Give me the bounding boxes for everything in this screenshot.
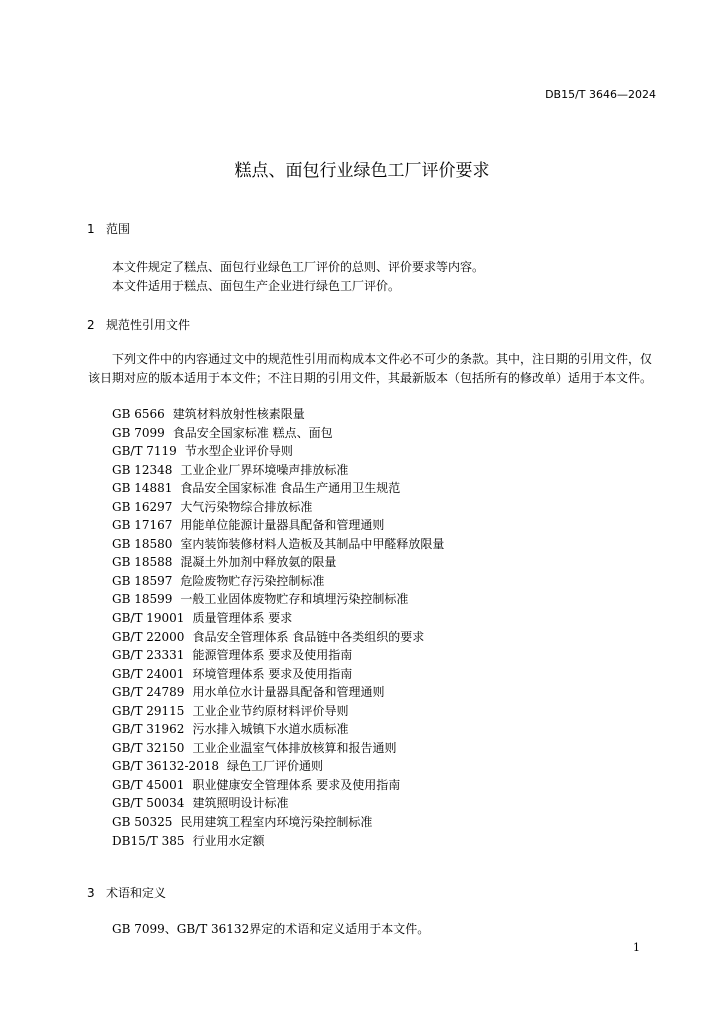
reference-title: 能源管理体系 要求及使用指南 [192,648,353,663]
reference-title: 建筑材料放射性核素限量 [172,407,305,421]
section-1-heading [87,220,130,237]
reference-code: GB 16297 [112,499,173,514]
document-title: 糕点、面包行业绿色工厂评价要求 [234,161,490,181]
reference-title: 污水排入城镇下水道水质标准 [192,722,349,737]
reference-item [112,461,444,480]
reference-item [112,757,444,776]
reference-item [112,702,444,721]
reference-item [112,646,444,665]
section-3-heading [87,884,166,901]
reference-item [112,665,444,684]
reference-code: GB 18580 [112,536,173,551]
reference-code: GB/T 24001 [112,666,185,681]
reference-code: GB/T 50034 [112,796,185,811]
reference-code: GB 6566 [112,407,165,421]
reference-code: GB/T 29115 [112,703,185,718]
reference-code: GB 17167 [112,518,173,533]
reference-code: GB/T 24789 [112,685,185,700]
reference-code: GB 14881 [112,481,173,496]
reference-title: 食品安全管理体系 食品链中各类组织的要求 [192,629,425,644]
reference-title: 室内装饰装修材料人造板及其制品中甲醛释放限量 [180,536,445,551]
reference-title: 行业用水定额 [192,833,265,848]
reference-title: 工业企业厂界环境噪声排放标准 [180,462,349,477]
reference-item [112,683,444,702]
reference-item [112,516,444,535]
reference-item [112,628,444,647]
reference-code: GB/T 31962 [112,722,185,737]
reference-item [112,794,444,813]
reference-title: 大气污染物综合排放标准 [180,499,313,514]
standard-code: DB15/T 3646—2024 [545,88,656,101]
reference-title: 危险废物贮存污染控制标准 [180,573,325,588]
reference-title: 食品安全国家标准 糕点、面包 [172,425,333,440]
reference-title: 职业健康安全管理体系 要求及使用指南 [192,777,401,792]
reference-code: GB/T 19001 [112,611,185,626]
reference-item [112,572,444,591]
reference-item [112,535,444,554]
reference-item [112,776,444,795]
reference-item [112,442,444,461]
section-title: 术语和定义 [106,886,167,900]
reference-title: 环境管理体系 要求及使用指南 [192,666,353,681]
reference-list [112,405,444,850]
reference-title: 工业企业温室气体排放核算和报告通则 [192,740,397,755]
reference-item [112,720,444,739]
reference-item [112,405,444,424]
reference-item [112,479,444,498]
reference-title: 绿色工厂评价通则 [227,759,324,774]
reference-title: 工业企业节约原材料评价导则 [192,703,349,718]
reference-item [112,590,444,609]
reference-item [112,832,444,851]
reference-code: GB/T 7119 [112,444,177,459]
reference-code: GB/T 23331 [112,648,185,663]
section-number: 2 [87,318,95,332]
section-number: 1 [87,222,95,236]
reference-code: GB 18588 [112,555,173,570]
section-2-heading [87,316,190,333]
reference-item [112,498,444,517]
reference-code: GB 50325 [112,815,173,830]
reference-item [112,739,444,758]
scope-paragraph-1: 本文件规定了糕点、面包行业绿色工厂评价的总则、评价要求等内容。 [112,260,485,274]
reference-title: 混凝土外加剂中释放氨的限量 [180,555,337,570]
reference-item [112,424,444,443]
reference-title: 质量管理体系 要求 [192,611,293,626]
reference-code: GB 7099 [112,425,165,440]
reference-title: 用能单位能源计量器具配备和管理通则 [180,518,385,533]
reference-code: GB 18599 [112,592,173,607]
reference-code: GB/T 45001 [112,777,185,792]
reference-title: 建筑照明设计标准 [192,796,289,811]
reference-item [112,553,444,572]
reference-title: 食品安全国家标准 食品生产通用卫生规范 [180,481,401,496]
reference-item [112,609,444,628]
terms-paragraph: GB 7099、GB/T 36132界定的术语和定义适用于本文件。 [112,922,430,936]
reference-title: 民用建筑工程室内环境污染控制标准 [180,815,373,830]
reference-title: 一般工业固体废物贮存和填埋污染控制标准 [180,592,409,607]
reference-code: GB/T 32150 [112,740,185,755]
reference-code: DB15/T 385 [112,833,185,848]
scope-paragraph-2: 本文件适用于糕点、面包生产企业进行绿色工厂评价。 [112,279,401,293]
reference-title: 用水单位水计量器具配备和管理通则 [192,685,385,700]
section-number: 3 [87,886,95,900]
reference-code: GB/T 22000 [112,629,185,644]
reference-code: GB 18597 [112,573,173,588]
reference-code: GB/T 36132-2018 [112,759,220,774]
page-number: 1 [633,941,640,954]
reference-item [112,813,444,832]
reference-title: 节水型企业评价导则 [184,444,293,459]
section-title: 规范性引用文件 [106,318,191,332]
reference-code: GB 12348 [112,462,173,477]
section-title: 范围 [106,222,131,236]
references-intro: 下列文件中的内容通过文中的规范性引用而构成本文件必不可少的条款。其中，注日期的引用文件，仅该日期对应的版本适用于本文件；不注日期的引用文件，其最新版本（包括所有的修改单）适用于本文件。 [88,352,653,385]
